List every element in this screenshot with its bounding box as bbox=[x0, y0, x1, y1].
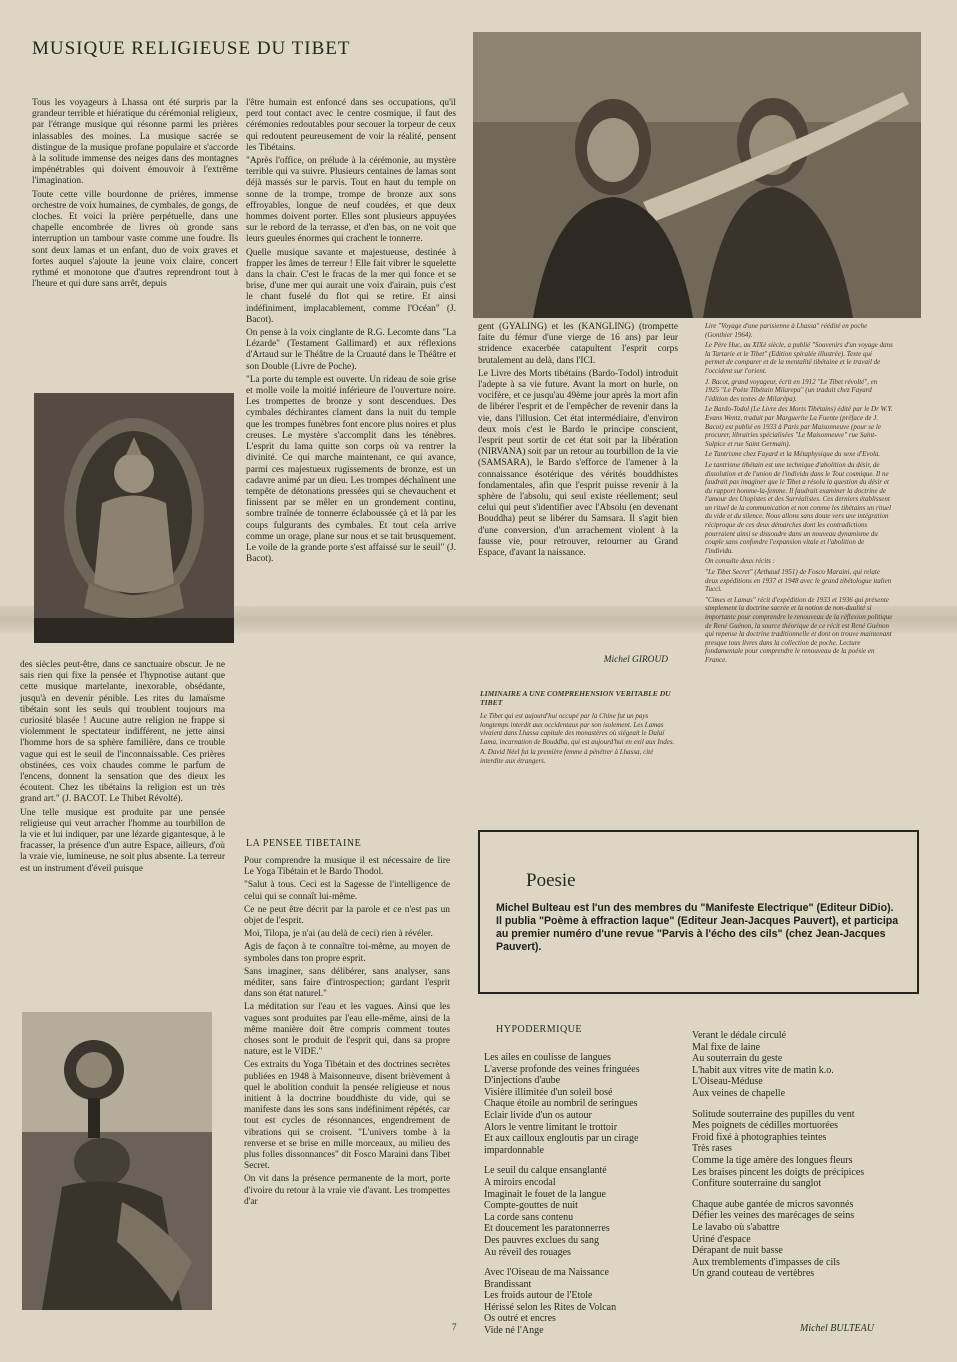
poesie-title: Poesie bbox=[526, 870, 576, 891]
poem-line: Défier les veines des marécages de seins bbox=[692, 1210, 855, 1222]
paragraph: Le Bardo-Todol (Le Livre des Morts Tibétains) édité par le Dr W.Y. Evans Wentz, traduit par Marguerite La Fuente (préface de J. Bacot) est publié en 1933 à Paris par Maisonneuve (pour se le procurer, librairies spécialisées "Le Maisonneuve" rue Saint-Sulpice et rue Saint Germain). bbox=[705, 405, 893, 448]
poem-line: impardonnable bbox=[484, 1144, 544, 1156]
paragraph: Le Livre des Morts tibétains (Bardo-Todol) introduit l'adepte à sa vie future. Avant la mort on hurle, on vocifère, et ce jusqu'au 49ème jour après la mort afin de libérer l'esprit et de l'empêcher de revenir dans la vie, dans l'illusion. Cet état intermédiaire, d'environ deux mois c'est le Bardo le principe conscient, l'esprit peut sortir de cet état soit par la libération (NIRVANA) soit par un retour au tourbillon de la vie (SAMSARA), le Bardo s'efforce de l'amener à la connaissance ésotérique des vérités bouddhistes fondamentales, afin que l'esprit puisse revenir à la sphère de l'absolu, qui seul existe réellement; seul celui qui peut s'identifier avec l'Absolu (en devenant Bouddha) peut se libérer du Samsara. Il s'agit bien d'une conversion, d'un arrachement violent à la fausse vie, pour retrouver, retourner au Grand Espace, d'avant la naissance. bbox=[478, 368, 678, 559]
poem-stanza bbox=[692, 1030, 912, 1100]
paragraph: On consulte deux récits : bbox=[705, 557, 775, 566]
poem-line: Brandissant bbox=[484, 1278, 532, 1290]
poem-line: Et aux cailloux engloutis par un cirage bbox=[484, 1133, 639, 1145]
lamas-with-horns-illustration bbox=[473, 32, 921, 318]
paragraph: gent (GYALING) et les (KANGLING) (trompette faite du fémur d'une vierge de 16 ans) par leur stridence exacerbée catapultent l'esprit corps brutalement au delà, dans l'ICI. bbox=[478, 322, 678, 366]
poem-line: Et doucement les paratonnerres bbox=[484, 1223, 610, 1235]
poem-line: Aux tremblements d'impasses de cils bbox=[692, 1256, 840, 1268]
column-2-pensee bbox=[244, 856, 450, 1210]
poesie-intro: Michel Bulteau est l'un des membres du "Manifeste Electrique" (Editeur DiDio). Il publia "Poème à effraction laque" (Editeur Jean-Jacques Pauvert), et participa au premier numéro d'une revue "Parvis à l'écho des cils" (chez Jean-Jacques Pauvert). bbox=[496, 902, 899, 953]
poem-line: Confiture souterraine du sanglot bbox=[692, 1178, 822, 1190]
paragraph: des siècles peut-être, dans ce sanctuaire obscur. Je ne sais rien qui fixe la pensée et l'hypnotise autant que cette musique martelante, inexorable, obsédante, jusqu'à en devenir pénible. Les rites du lamaïsme tibétain sont les seuls qui troublent toujours ma curiosité blasée ! Aucune autre religion ne frappe si violemment le spectateur indifférent, ne jette ainsi l'homme hors de sa sphère familière, dans ce trouble vague qui est le seuil de l'inconnaissable. Ces prières obstinées, ces voix chaudes comme le parfum de l'encens, donnent la sensation que des dieux les écoutent. Chez les tibétains la religion est un très grand art." (J. BACOT. Le Thibet Révolté). bbox=[20, 660, 225, 805]
poem-line: Le lavabo où s'abattre bbox=[692, 1221, 780, 1233]
poem-line: Très rases bbox=[692, 1143, 732, 1155]
paragraph: Le Tibet qui est aujourd'hui occupé par la Chine fut un pays longtemps interdit aux occidentaux par son isolement. Les Lamas vivaient dans Lhassa capitale des monastères où siégeait le Dalaï Lama, incarnation de Bouddha, qui est aujourd'hui en exil aux Indes. bbox=[480, 712, 675, 746]
poem-line: Un grand couteau de vertèbres bbox=[692, 1268, 815, 1280]
paragraph: Agis de façon à te connaître toi-même, au moyen de symboles dans ton propre esprit. bbox=[244, 942, 450, 964]
poem-line: Solitude souterraine des pupilles du vent bbox=[692, 1108, 855, 1120]
paragraph: Moi, Tilopa, je n'ai (au delà de ceci) rien à révéler. bbox=[244, 929, 433, 940]
paragraph: "Salut à tous. Ceci est la Sagesse de l'intelligence de celui qui se connaît lui-même. bbox=[244, 880, 450, 902]
paragraph: "Cimes et Lamas" récit d'expédition de 1933 et 1936 qui présente simplement la doctrine sacrée et la notion de non-dualité si importante pour comprendre le renouveau de la réflexion politique de René Guénon, la source théorique de ce récit est René Guénon qui repense la doctrine traditionnelle et dont on trouve maintenant presque tous livres dans la collection de poche. Lecture fondamentale pour comprendre le renouveau de la poésie en France. bbox=[705, 595, 893, 664]
poem-line: Mes poignets de cédilles mortuorées bbox=[692, 1120, 839, 1132]
poem-line: Alors le ventre limitant le trottoir bbox=[484, 1121, 618, 1133]
paragraph: l'être humain est enfoncé dans ses occupations, qu'il perd tout contact avec le centre cosmique, il faut des cérémonies redoutables pour secouer la torpeur de ceux qui redoutent peureusement de voir la réalité, pensent les Tibétains. bbox=[246, 98, 456, 153]
poem-line: Vide né l'Ange bbox=[484, 1325, 544, 1337]
poem-line: La corde sans contenu bbox=[484, 1211, 574, 1223]
poem-line: Dérapant de nuit basse bbox=[692, 1245, 783, 1257]
paragraph: La méditation sur l'eau et les vagues. Ainsi que les vagues sont produites par l'eau elle-même, ainsi de la même manière doit être compris comment toutes choses sont le produit de l'esprit qui, dans sa propre nature, est le VIDE." bbox=[244, 1002, 450, 1058]
article-title: MUSIQUE RELIGIEUSE DU TIBET bbox=[32, 38, 351, 59]
paragraph: Une telle musique est produite par une pensée religieuse qui veut arracher l'homme au tourbillon de la vie et lui indiquer, par une lézarde gigantesque, à le fracasser, la présence d'un autre Espace, ailleurs, d'où la vraie vie, lumineuse, ne soit plus absente. La terreur est un instrument d'éveil puisque bbox=[20, 807, 225, 874]
section-heading-liminaire: LIMINAIRE A UNE COMPREHENSION VERITABLE DU TIBET bbox=[480, 689, 671, 707]
paragraph: On pense à la voix cinglante de R.G. Lecomte dans "La Lézarde" (Testament Gallimard) et aux réflexions d'Artaud sur le Théâtre de la Cruauté dans le Théâtre et son Double (Livre de Poche). bbox=[246, 328, 456, 372]
paragraph: Ces extraits du Yoga Tibétain et des doctrines secrètes publiées en 1948 à Maisonneuve, disent brièvement à quel le abolition conduit la pensée religieuse et nous initient à la doctrine bouddhiste du vide, qui se manifeste dans les sons sans indéfiniment répétés, car tout est cycles de résonnances, engendrement de vibrations qui se croisent. "L'univers tombe à la renverse et se brise en mille morceaux, au milieu des plus folles dissonnances" dit Fosco Maraini dans Tibet Secret. bbox=[244, 1060, 450, 1172]
poem-line: Comme la tige amère des longues fleurs bbox=[692, 1154, 853, 1166]
paragraph: Lire "Voyage d'une parisienne à Lhassa" réédité en poche (Gonthier 1964). bbox=[705, 322, 868, 339]
poem-line: L'habit aux vitres vite de matin k.o. bbox=[692, 1064, 834, 1076]
paragraph: Sans imaginer, sans délibérer, sans analyser, sans méditer, sans faire d'introspection; gardant l'esprit dans son état naturel." bbox=[244, 966, 450, 1000]
paragraph: Le Tantrisme chez Fayard et la Métaphysique du sexe d'Evola. bbox=[705, 450, 881, 459]
masked-dancer-photo bbox=[22, 1012, 212, 1310]
poesie-box bbox=[478, 830, 919, 994]
lamas-with-horns-photo bbox=[473, 32, 921, 318]
column-4-references bbox=[705, 322, 893, 667]
buddha-statue-photo bbox=[34, 393, 234, 643]
poem-line: Froid fixé à photographies teintes bbox=[692, 1131, 827, 1143]
column-1-bottom bbox=[20, 660, 225, 877]
poem-line: Uriné d'espace bbox=[692, 1233, 751, 1245]
poem-line: L'averse profonde des veines fringuées bbox=[484, 1063, 640, 1075]
poem-line: Chaque aube gantée de micros savonnés bbox=[692, 1198, 854, 1210]
poem-stanza bbox=[484, 1165, 694, 1258]
poem-right-column bbox=[692, 1030, 912, 1289]
column-3 bbox=[478, 322, 678, 561]
poem-line: Des pauvres exclues du sang bbox=[484, 1234, 599, 1246]
poem-line: Les froids autour de l'Etole bbox=[484, 1290, 593, 1302]
page-number: 7 bbox=[452, 1322, 457, 1332]
poem-line: L'Oiseau-Méduse bbox=[692, 1076, 763, 1088]
poem-line: Le seuil du calque ensanglanté bbox=[484, 1165, 607, 1177]
poem-line: Visière illimitée d'un soleil bosé bbox=[484, 1086, 613, 1098]
paragraph: Pour comprendre la musique il est nécessaire de lire Le Yoga Tibétain et le Bardo Thodol. bbox=[244, 856, 450, 878]
poem-line: Os outré et encres bbox=[484, 1313, 556, 1325]
poem-line: Hérissé selon les Rites de Volcan bbox=[484, 1301, 617, 1313]
poem-line: Au réveil des rouages bbox=[484, 1246, 571, 1258]
paragraph: Ce ne peut être décrit par la parole et ce n'est pas un objet de l'esprit. bbox=[244, 904, 450, 927]
column-2 bbox=[246, 98, 456, 567]
poem-line: Imaginait le fouet de la langue bbox=[484, 1188, 606, 1200]
paragraph: Le Père Huc, au XIXè siècle, a publié "Souvenirs d'un voyage dans la Tartarie et le Tibet" (Edition spiralée illustrée). Texte qui permet de comparer et de la mentalité tibétaine et le travail de l'occident sur l'orient. bbox=[705, 341, 893, 375]
masked-dancer-illustration bbox=[22, 1012, 212, 1310]
poem-line: Verant le dédale circulé bbox=[692, 1030, 787, 1041]
poem-left-column bbox=[484, 1052, 694, 1346]
paragraph: "Après l'office, on prélude à la cérémonie, au mystère terrible qui va suivre. Plusieurs centaines de lamas sont déjà massés sur le parvis. Tout en haut du temple on sonne de la trompe, trompe de bronze aux sons effroyables, longue de neuf coudées, et que deux hommes doivent porter. Elles sont plusieurs appuyées sur le rebord de la terrasse, et d'en bas, on ne voit que leurs gueules énormes qui crachent le tonnerre. bbox=[246, 156, 456, 245]
poem-line: Avec l'Oiseau de ma Naissance bbox=[484, 1267, 609, 1279]
poem-line: Au souterrain du geste bbox=[692, 1053, 783, 1065]
liminaire-text bbox=[480, 712, 675, 768]
paragraph: "La porte du temple est ouverte. Un rideau de soie grise et molle voile la moitié inférieure de l'ouverture noire. Les trompettes de bronze y sont descendues. Des cymbales déchirantes clament dans la nuit du temple que les trompes funèbres font encore plus noires et plus creuses. Le mystère s'accomplit dans les ténèbres. L'esprit du lama quitte son corps où va rentrer la divinité. Ce qui marche maintenant, ce qui avance, parmi ces majestueux rugissements de bronze, est un cadavre animé par un dieu. Les trompes déchaînent une tempête de détonations pressées qui se chevauchent et finissent par se mêler en un grondement continu, sombre traînée de tonnerre éclaboussée çà et là par les coups fulgurants des cymbales. Et tout cela arrive comme un orage, plane sur nous et se tait brusquement. Le voile de la grande porte s'est affaissé sur le seuil" (J. Bacot). bbox=[246, 374, 456, 565]
paragraph: J. Bacot, grand voyageur, écrit en 1912 "Le Tibet révolté", en 1925 "Le Poète Tibétain Milarepa" (un traduit chez Fayard l'édition des textes de Milarépa). bbox=[705, 377, 878, 403]
poem-author: Michel BULTEAU bbox=[800, 1323, 874, 1334]
buddha-statue-illustration bbox=[34, 393, 234, 643]
poem-stanza bbox=[692, 1109, 912, 1190]
poem-stanza bbox=[692, 1199, 912, 1280]
poem-line: Aux veines de chapelle bbox=[692, 1087, 786, 1099]
poem-line: Chaque étoile au nombril de seringues bbox=[484, 1098, 638, 1110]
section-heading-pensee: LA PENSEE TIBETAINE bbox=[246, 838, 362, 849]
paragraph: "Le Tibet Secret" (Arthaud 1951) de Fosco Maraini, qui relate deux expéditions en 1937 et 1948 avec le grand tibétologue italien Tucci. bbox=[705, 568, 892, 594]
paragraph: Le tantrisme tibétain est une technique d'abolition du désir, de dissolution et de l'union de l'individu dans le Tout cosmique. Il ne faudrait pas imaginer que le Tibet a résolu la question du désir et du rapport homme-la-femme. Il faudrait examiner la doctrine de l'amour des Utopistes et des Surréalistes. Ces derniers établissent un rituel de la communication et non comme les tibétains un rituel du vide et du silence. Nous allons sans doute vers une intégration réciproque de ces deux démarches dont les contradictions pourraient ainsi se dissoudre dans un nouveau dynamisme du couple sans confondre l'expansion vitale et l'abolition de l'individu. bbox=[705, 460, 892, 555]
paragraph: Tous les voyageurs à Lhassa ont été surpris par la grandeur terrible et hiératique du cérémonial religieux, par l'étrange musique qui résonne parmi les prières inlassables des moines. La musique sacrée se distingue de la musique profane populaire et s'accorde à la solitude immense des neiges dans des montagnes impénétrables qui doivent émouvoir à l'extrême l'imagination. bbox=[32, 98, 238, 187]
poem-stanza bbox=[484, 1052, 694, 1156]
poem-stanza bbox=[484, 1267, 694, 1337]
poem-title: HYPODERMIQUE bbox=[496, 1024, 582, 1035]
poem-line: Compte-gouttes de nuit bbox=[484, 1200, 578, 1212]
column-1-top bbox=[32, 98, 238, 292]
paragraph: Toute cette ville bourdonne de prières, immense orchestre de voix humaines, de cymbales, de gongs, de cloches. Et voici la prière perpétuelle, dans une chapelle encombrée de livres où gronde sans interruption un tambour vaste comme une foudre. Ils sont deux lamas et un enfant, duo de voix graves et fortes auquel s'ajoute la jeune voix claire, concert rythmé et monotone que d'autres reprendront tout à l'heure et qui dure sans arrêt, depuis bbox=[32, 189, 238, 290]
poem-line: D'injections d'aube bbox=[484, 1075, 561, 1087]
poem-line: Les braises pincent les doigts de précipices bbox=[692, 1166, 865, 1178]
poem-line: A miroirs encodal bbox=[484, 1176, 556, 1188]
signature-giroud: Michel GIROUD bbox=[603, 655, 668, 665]
poem-line: Eclair livide d'un os autour bbox=[484, 1109, 592, 1121]
paragraph: On vit dans la présence permanente de la mort, porte d'ivoire du retour à la vraie vie d'avant. Les trompettes d'ar bbox=[244, 1174, 450, 1207]
poem-line: Les ailes en coulisse de langues bbox=[484, 1052, 611, 1063]
poem-line: Mal fixe de laine bbox=[692, 1041, 761, 1053]
paragraph: A. David Néel fut la première femme à pénétrer à Lhassa, cité interdite aux étrangers. bbox=[480, 748, 654, 765]
paragraph: Quelle musique savante et majestueuse, destinée à frapper les âmes de terreur ! Elle fait vibrer le squelette dans la chair. C'est le fracas de la mer qui fonce et se brise, d'une mer qui aurait une voix d'airain, puis c'est le chant fuselé du flot qui se retire. Et ainsi indéfiniment, implacablement, comme l'Océan" (J. Bacot). bbox=[246, 247, 456, 325]
